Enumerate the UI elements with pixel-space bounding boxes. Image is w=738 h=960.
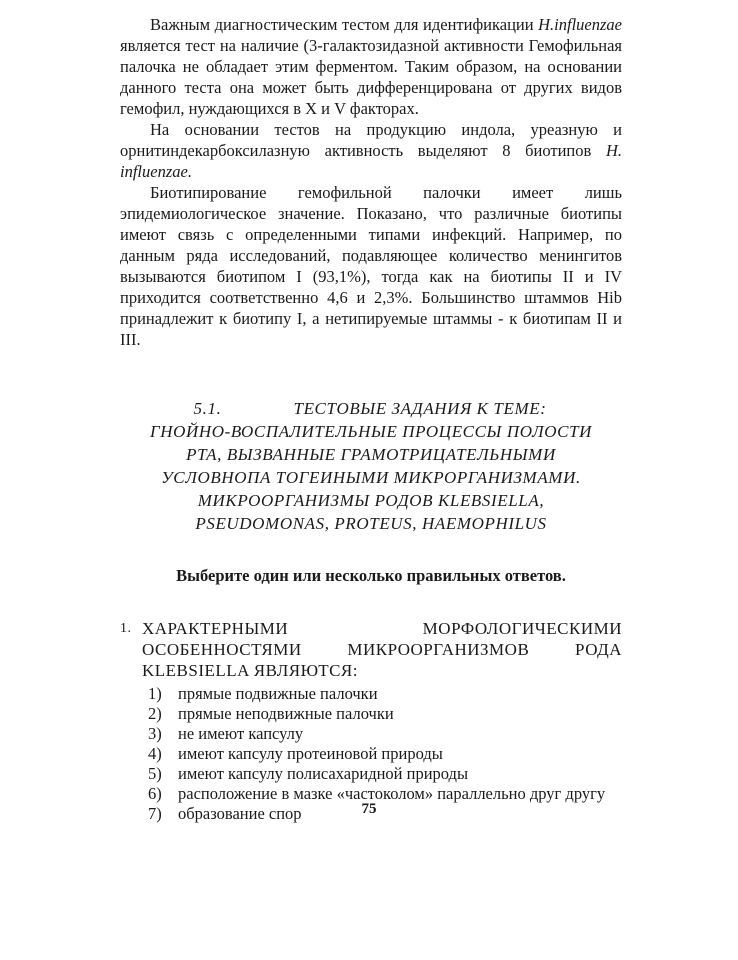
section-heading xyxy=(120,397,622,535)
option-text: прямые подвижные палочки xyxy=(178,684,378,703)
paragraph-biotyping xyxy=(120,182,622,350)
question-text: ХАРАКТЕРНЫМИ МОРФОЛОГИЧЕСКИМИ ОСОБЕННОСТЯМИ МИКРООРГАНИЗМОВ РОДА KLEBSIELLA ЯВЛЯЮТСЯ: xyxy=(142,619,622,680)
paragraph-beta-galactosidase xyxy=(120,14,622,119)
answer-option[interactable] xyxy=(120,704,622,724)
instruction-text: Выберите один или несколько правильных ответов. xyxy=(176,566,566,585)
section-title-line: РТА, ВЫЗВАННЫЕ ГРАМОТРИЦАТЕЛЬНЫМИ xyxy=(186,445,556,464)
section-title-line: ТЕСТОВЫЕ ЗАДАНИЯ К ТЕМЕ: xyxy=(293,399,547,418)
section-title-line: УСЛОВНОПА ТОГЕИНЫМИ МИКРОРГАНИЗМАМИ. xyxy=(161,468,581,487)
species-name: H. influenzae. xyxy=(120,141,622,181)
page-body xyxy=(120,14,622,824)
species-name: H.influenzae xyxy=(538,15,622,34)
option-number: 5) xyxy=(148,764,162,783)
section-title-line: PSEUDOMONAS, PROTEUS, HAEMOPHILUS xyxy=(195,514,547,533)
section-heading-line xyxy=(120,397,622,420)
question-number: 1. xyxy=(120,621,132,636)
option-number: 3) xyxy=(148,724,162,743)
answer-option[interactable] xyxy=(120,724,622,744)
section-number: 5.1. xyxy=(193,399,222,418)
paragraph-text: На основании тестов на продукцию индола, уреазную и орнитиндекарбоксилазную активность выделяют 8 биотипов xyxy=(120,120,622,160)
option-text: расположение в мазке «частоколом» параллельно друг другу xyxy=(178,784,606,803)
option-text: не имеют капсулу xyxy=(178,724,304,743)
paragraph-text: является тест на наличие (3-галактозидазной активности Гемофильная палочка не обладает этим ферментом. Таким образом, на основании данного теста она может быть дифференцирована от других видов гемофил, нуждающихся в X и V факторах. xyxy=(120,36,622,118)
option-number: 1) xyxy=(148,684,162,703)
paragraph-text: Биотипирование гемофильной палочки имеет лишь эпидемиологическое значение. Показано, что различные биотипы имеют связь с определенными типами инфекций. Например, по данным ряда исследований, подавляющее количество менингитов вызываются биотипом I (93,1%), тогда как на биотипы II и IV приходится соответственно 4,6 и 2,3%. Большинство штаммов Hib принадлежит к биотипу I, а нетипируемые штаммы - к биотипам II и III. xyxy=(120,183,622,349)
paragraph-biotypes xyxy=(120,119,622,182)
answer-option[interactable] xyxy=(120,764,622,784)
page-number: 75 xyxy=(361,801,377,817)
option-text: имеют капсулу протеиновой природы xyxy=(178,744,443,763)
section-title-line: МИКРООРГАНИЗМЫ РОДОВ KLEBSIELLA, xyxy=(197,491,545,510)
option-number: 6) xyxy=(148,784,162,803)
option-number: 2) xyxy=(148,704,162,723)
answer-option[interactable] xyxy=(120,684,622,704)
option-text: прямые неподвижные палочки xyxy=(178,704,394,723)
paragraph-text: Важным диагностическим тестом для идентификации xyxy=(150,15,539,34)
question-1 xyxy=(120,618,622,681)
answer-option[interactable] xyxy=(120,744,622,764)
section-title-line: ГНОЙНО-ВОСПАЛИТЕЛЬНЫЕ ПРОЦЕССЫ ПОЛОСТИ xyxy=(149,422,593,441)
option-number: 4) xyxy=(148,744,162,763)
option-number: 7) xyxy=(148,804,162,823)
option-text: образование спор xyxy=(178,804,302,823)
option-text: имеют капсулу полисахаридной природы xyxy=(178,764,469,783)
